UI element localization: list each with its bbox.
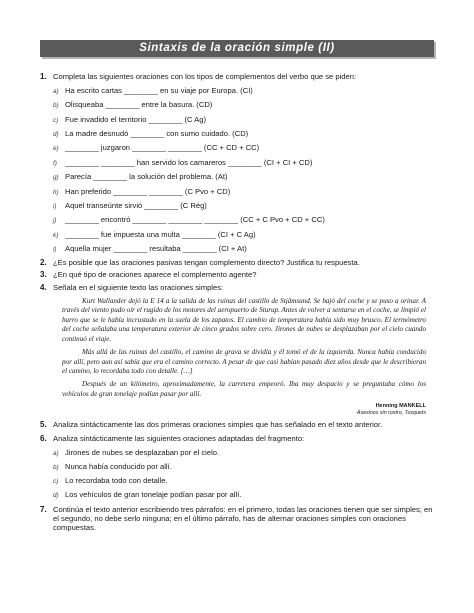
- exercise-item: [53, 113, 434, 127]
- exercise-item: [53, 213, 434, 227]
- exercise-item: [53, 199, 434, 213]
- question-3: [40, 271, 434, 280]
- question-number: 1.: [40, 72, 47, 81]
- question-number: 5.: [40, 419, 47, 429]
- question-6: [40, 435, 434, 503]
- q6-items: [53, 446, 434, 503]
- question-text: Analiza sintácticamente las dos primeras oraciones simples que has señalado en el texto anterior.: [53, 419, 383, 429]
- question-number: 2.: [40, 257, 47, 267]
- item-text: Lo recordaba todo con detalle.: [65, 475, 168, 485]
- exercise-item: [53, 242, 434, 256]
- question-number: 6.: [40, 433, 47, 443]
- exercise-item: [53, 446, 434, 460]
- literary-excerpt: [62, 297, 426, 399]
- item-text: Parecía ________ la solución del problema. (At): [65, 172, 228, 182]
- item-letter: i): [53, 203, 57, 211]
- question-text: Completa las siguientes oraciones con los tipos de complementos del verbo que se piden:: [53, 72, 357, 81]
- exercise-item: [53, 460, 434, 474]
- item-letter: a): [53, 449, 59, 457]
- item-letter: a): [53, 87, 59, 95]
- question-7: [40, 506, 434, 532]
- item-text: Olisqueaba ________ entre la basura. (CD): [65, 100, 213, 110]
- item-text: Aquel transeúnte sirvió ________ (C Rég): [65, 201, 207, 211]
- question-text: ¿Es posible que las oraciones pasivas tengan complemento directo? Justifica tu respuesta.: [53, 257, 360, 267]
- item-text: Jirones de nubes se desplazaban por el cielo.: [65, 447, 220, 457]
- item-letter: h): [53, 188, 59, 196]
- exercise-item: [53, 474, 434, 488]
- item-letter: c): [53, 477, 59, 485]
- question-5: [40, 421, 434, 430]
- excerpt-source: Asesinos sin rostro, Tusquets: [356, 409, 426, 416]
- item-text: Aquella mujer ________ resultaba ________ (CI + At): [65, 244, 247, 254]
- item-letter: g): [53, 174, 59, 182]
- excerpt-author: Henning MANKELL: [375, 403, 426, 410]
- item-text: ________ ________ han servido los camareros ________ (CI + CI + CD): [65, 157, 313, 167]
- exercise-item: [53, 127, 434, 141]
- q1-items: [53, 84, 434, 257]
- item-letter: d): [53, 492, 59, 500]
- item-letter: b): [53, 463, 59, 471]
- excerpt-paragraph: Más allá de las ruinas del castillo, el camino de grava se dividía y él tomó el de la izquierda. Nunca había conducido por allí, pero aun así sabía que era el camino correcto. A pesar de que casi habían pasado diez años desde que le describieran el camino, lo recordaba todo con detalle. […]: [62, 348, 426, 375]
- question-text: ¿En qué tipo de oraciones aparece el complemento agente?: [53, 270, 257, 280]
- item-text: ________ fue impuesta una multa ________ (CI + C Ag): [65, 229, 256, 239]
- exercise-item: [53, 156, 434, 170]
- question-text: Continúa el texto anterior escribiendo tres párrafos: en el primero, todas las oraciones tienen que ser simples; en el segundo, no debe serlo ninguna; en el último párrafo, has de alternar oraciones simples con oraciones compuestas.: [53, 505, 433, 532]
- item-letter: f): [53, 159, 57, 167]
- exercise-item: [53, 84, 434, 98]
- exercise-item: [53, 185, 434, 199]
- exercise-item: [53, 228, 434, 242]
- question-number: 7.: [40, 505, 47, 515]
- item-letter: d): [53, 131, 59, 139]
- item-text: ________ encontró ________ ________ ________ (CC + C Pvo + CD + CC): [65, 215, 325, 225]
- item-text: La madre desnudó ________ con sumo cuidado. (CD): [65, 129, 249, 139]
- excerpt-paragraph: Después de un kilómetro, aproximadamente, la carretera empeoró. Iba muy despacio y se preguntaba cómo los vehículos de gran tonelaje podían pasar por allí.: [62, 380, 426, 398]
- item-text: Los vehículos de gran tonelaje podían pasar por allí.: [65, 490, 242, 500]
- item-letter: j): [53, 217, 57, 225]
- excerpt-paragraph: Kurt Wallander dejó la E 14 a la salida de las ruinas del castillo de Stjämsund. Se bajó del coche y se puso a orinar. A través del viento pudo oír el rugido de los motores del aeropuerto de Sturup. Antes de volver a sentarse en el coche, se limpió el barro que se le había incrustado en la suela de los zapatos. El cambio de temperatura había sido muy brusco. El termómetro del coche señalaba una temperatura exterior de cinco grados sobre cero. Jirones de nubes se desplazaban por el cielo cuando continuó el viaje.: [62, 297, 426, 343]
- exercise-item: [53, 141, 434, 155]
- question-text: Analiza sintácticamente las siguientes oraciones adaptadas del fragmento:: [53, 433, 305, 443]
- exercise-item: [53, 170, 434, 184]
- question-2: [40, 259, 434, 268]
- question-1: [40, 73, 434, 257]
- item-letter: l): [53, 246, 57, 254]
- item-text: Fue invadido el territorio ________ (C Ag): [65, 114, 206, 124]
- item-text: Han preferido ________ ________ (C Pvo + CD): [65, 186, 231, 196]
- item-letter: b): [53, 102, 59, 110]
- item-text: Nunca había conducido por allí.: [65, 461, 172, 471]
- question-number: 3.: [40, 270, 47, 280]
- item-letter: k): [53, 231, 59, 239]
- question-4: [40, 284, 434, 416]
- item-text: ________ juzgaron ________ ________ (CC + CD + CC): [65, 143, 260, 153]
- item-letter: c): [53, 116, 59, 124]
- exercise-item: [53, 98, 434, 112]
- item-text: Ha escrito cartas ________ en su viaje por Europa. (CI): [65, 85, 253, 95]
- exercise-list: [40, 73, 434, 533]
- page-title: Sintaxis de la oración simple (II): [40, 40, 434, 57]
- item-letter: e): [53, 145, 59, 153]
- question-text: Señala en el siguiente texto las oraciones simples:: [53, 283, 224, 293]
- exercise-item: [53, 488, 434, 502]
- question-number: 4.: [40, 283, 47, 293]
